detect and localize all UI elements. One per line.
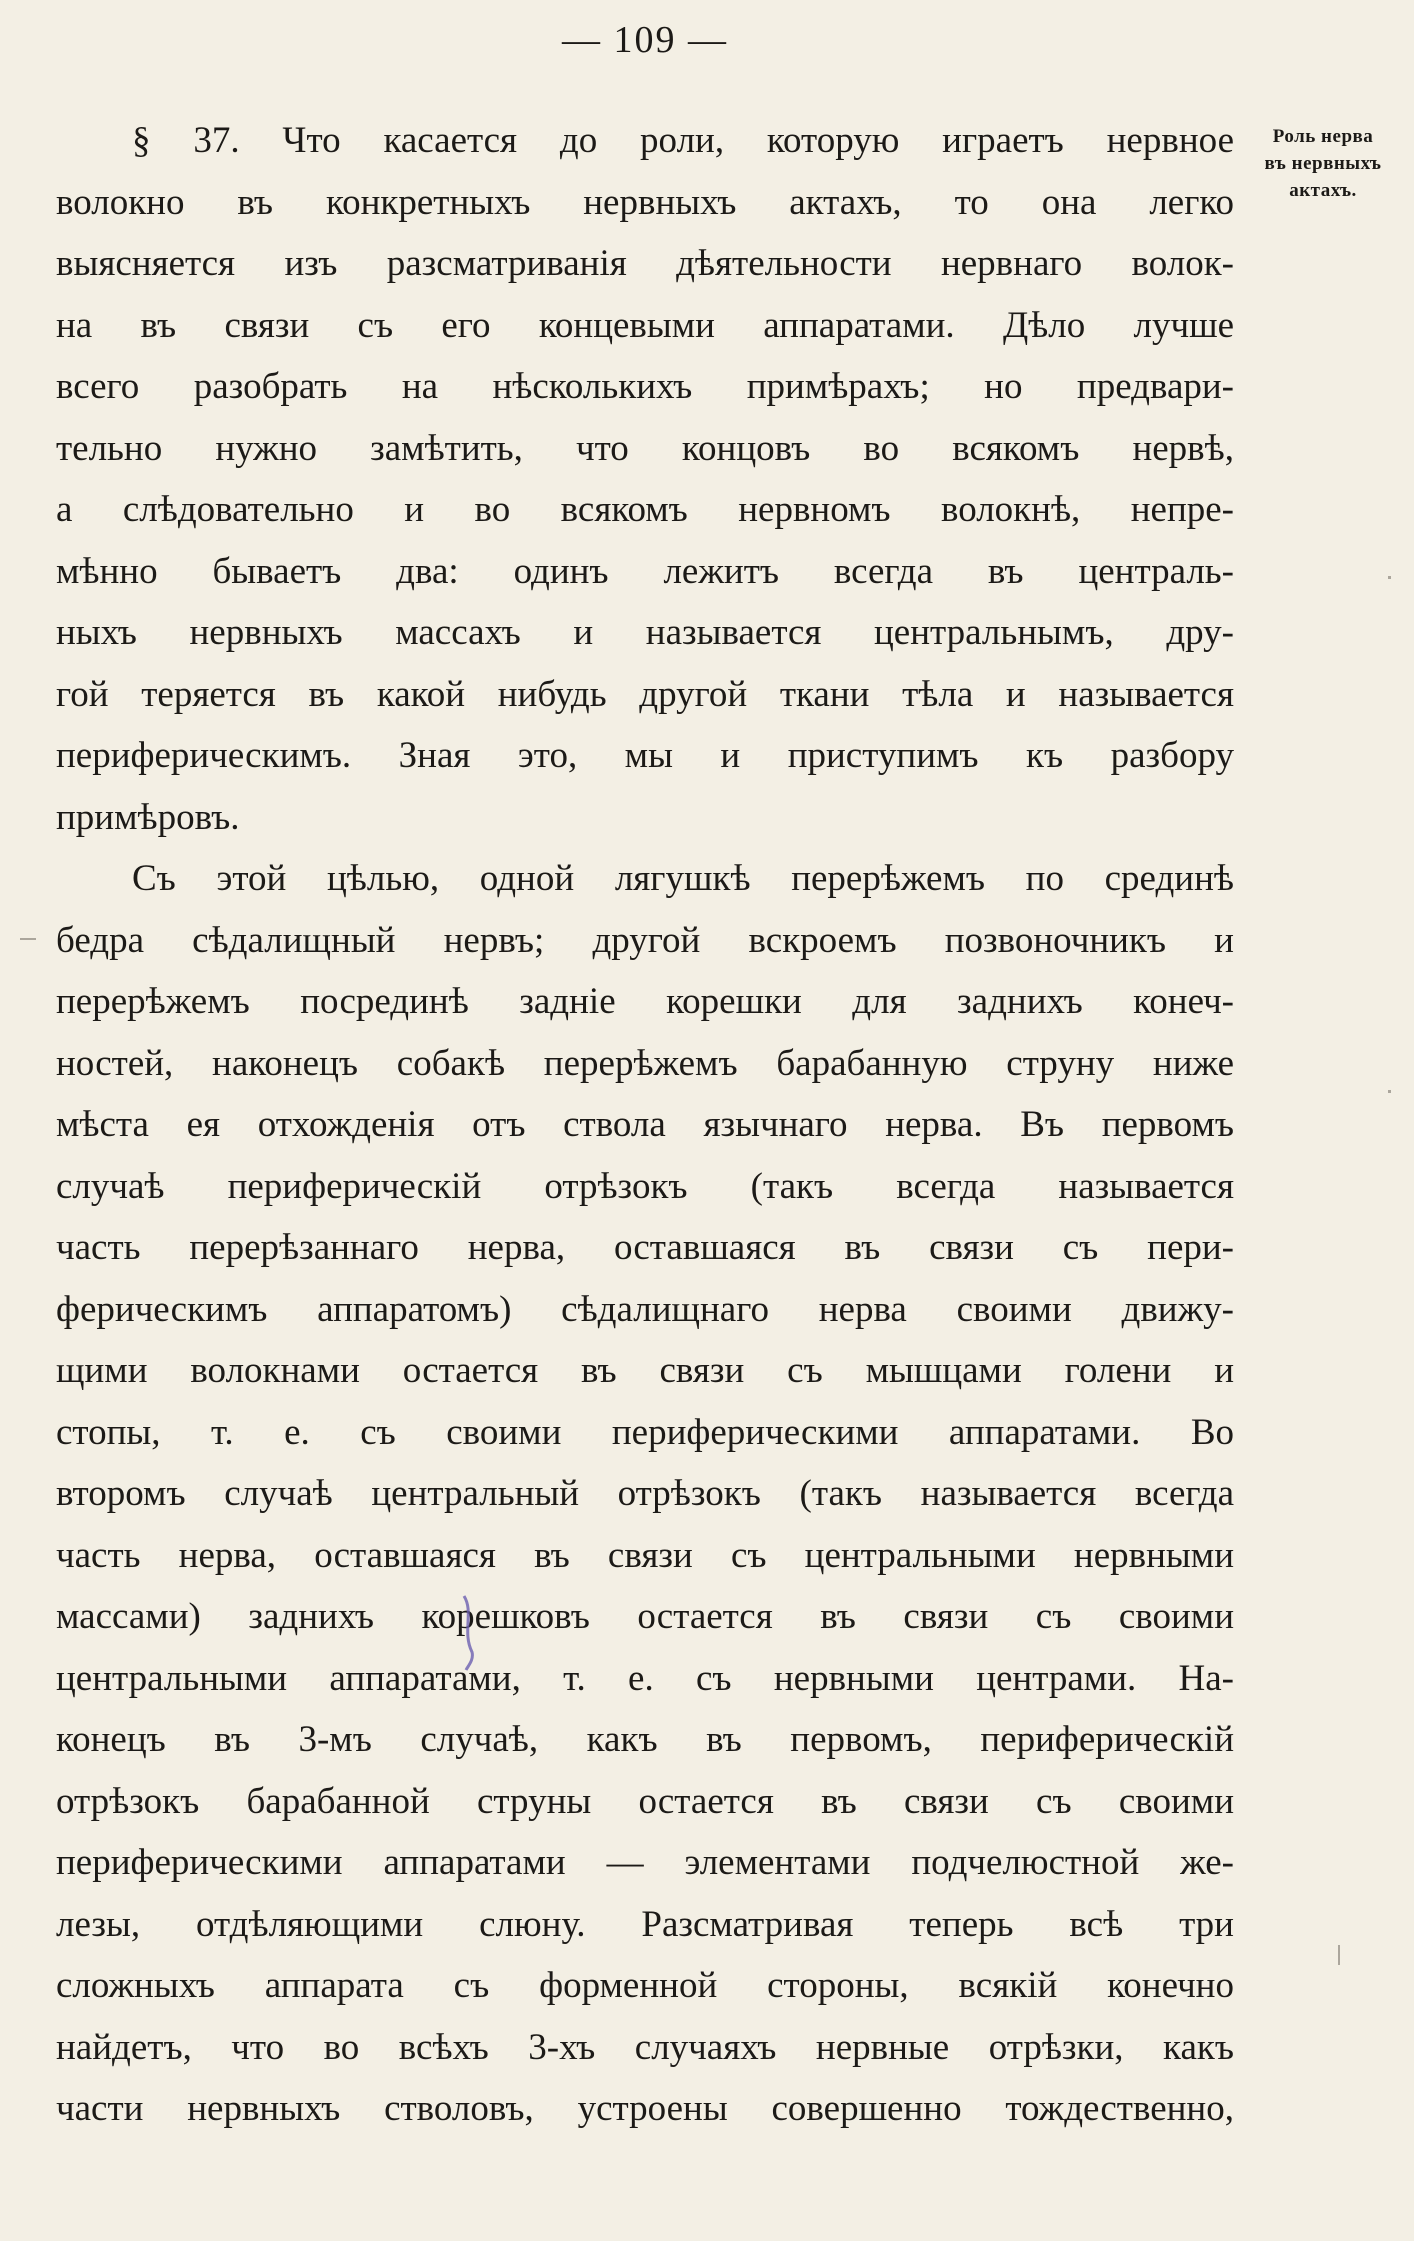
pen-mark — [460, 1592, 478, 1672]
text-line: Съ этой цѣлью, одной лягушкѣ перерѣжемъ по срединѣ — [132, 858, 1234, 899]
text-line: часть перерѣзаннаго нерва, оставшаяся въ связи съ пери- — [56, 1227, 1234, 1268]
text-line: на въ связи съ его концевыми аппаратами. Дѣло лучше — [56, 304, 1234, 346]
text-line: часть нерва, оставшаяся въ связи съ центральными нервными — [56, 1534, 1234, 1576]
scan-speck — [1388, 1090, 1391, 1093]
text-line: всего разобрать на нѣсколькихъ примѣрахъ; но предвари- — [56, 366, 1234, 407]
scan-speck — [20, 938, 36, 940]
body-text — [56, 110, 1234, 2140]
text-line: стопы, т. е. съ своими периферическими аппаратами. Во — [56, 1411, 1234, 1453]
text-line: бедра сѣдалищный нервъ; другой вскроемъ позвоночникъ и — [56, 919, 1234, 961]
scan-speck — [1338, 1945, 1340, 1965]
text-line: сложныхъ аппарата съ форменной стороны, всякій конечно — [56, 1965, 1234, 2006]
text-line: части нервныхъ стволовъ, устроены совершенно тождественно, — [56, 2088, 1234, 2129]
text-line: выясняется изъ разсматриванія дѣятельности нервнаго волок- — [56, 243, 1234, 284]
scan-speck — [1388, 576, 1391, 579]
text-line: а слѣдовательно и во всякомъ нервномъ волокнѣ, непре- — [56, 489, 1234, 530]
text-line: найдетъ, что во всѣхъ 3-хъ случаяхъ нервные отрѣзки, какъ — [56, 2026, 1234, 2068]
text-line: мѣста ея отхожденія отъ ствола язычнаго нерва. Въ первомъ — [56, 1104, 1234, 1145]
text-line: ностей, наконецъ собакѣ перерѣжемъ барабанную струну ниже — [56, 1042, 1234, 1084]
text-line: ферическимъ аппаратомъ) сѣдалищнаго нерва своими движу- — [56, 1288, 1234, 1330]
text-line: периферическимъ. Зная это, мы и приступимъ къ разбору — [56, 735, 1234, 776]
text-line: второмъ случаѣ центральный отрѣзокъ (такъ называется всегда — [56, 1473, 1234, 1514]
text-line: конецъ въ 3-мъ случаѣ, какъ въ первомъ, периферическій — [56, 1719, 1234, 1760]
text-line: мѣнно бываетъ два: одинъ лежитъ всегда въ централь- — [56, 550, 1234, 592]
text-line: центральными аппаратами, т. е. съ нервными центрами. На- — [56, 1657, 1234, 1699]
text-line: тельно нужно замѣтить, что концовъ во всякомъ нервѣ, — [56, 427, 1234, 469]
text-line: массами) заднихъ корешковъ остается въ связи съ своими — [56, 1596, 1234, 1637]
text-line: гой теряется въ какой нибудь другой ткани тѣла и называется — [56, 673, 1234, 715]
text-line: волокно въ конкретныхъ нервныхъ актахъ, то она легко — [56, 181, 1234, 223]
text-line: примѣровъ. — [56, 796, 240, 838]
page-number: — 109 — — [562, 19, 728, 61]
text-line: случаѣ периферическій отрѣзокъ (такъ всегда называется — [56, 1165, 1234, 1207]
text-line: лезы, отдѣляющими слюну. Разсматривая теперь всѣ три — [56, 1903, 1234, 1945]
text-line: отрѣзокъ барабанной струны остается въ связи съ своими — [56, 1780, 1234, 1822]
text-line: перерѣжемъ посрединѣ задніе корешки для заднихъ конеч- — [56, 981, 1234, 1022]
margin-note-line: актахъ. — [1289, 180, 1357, 201]
text-line: щими волокнами остается въ связи съ мышцами голени и — [56, 1350, 1234, 1391]
margin-note — [1248, 123, 1398, 204]
text-line: § 37. Что касается до роли, которую играетъ нервное — [132, 120, 1234, 161]
text-line: ныхъ нервныхъ массахъ и называется центральнымъ, дру- — [56, 612, 1234, 653]
margin-note-line: Роль нерва — [1272, 126, 1374, 147]
text-line: периферическими аппаратами — элементами подчелюстной же- — [56, 1842, 1234, 1883]
margin-note-line: въ нервныхъ — [1264, 153, 1382, 174]
